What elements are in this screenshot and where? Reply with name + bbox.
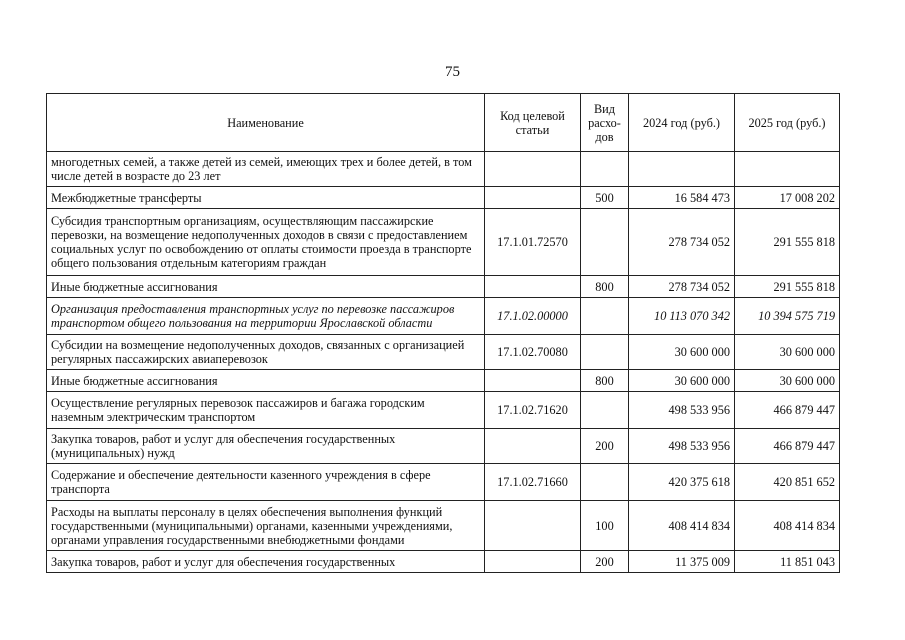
cell-2025: 30 600 000 xyxy=(735,370,840,392)
cell-2024: 278 734 052 xyxy=(629,276,735,298)
cell-2024 xyxy=(629,152,735,187)
cell-2024: 278 734 052 xyxy=(629,209,735,276)
cell-kind xyxy=(581,464,629,501)
cell-2025: 30 600 000 xyxy=(735,335,840,370)
cell-name: Закупка товаров, работ и услуг для обеспечения государственных xyxy=(47,551,485,573)
table-row xyxy=(47,276,840,298)
cell-code: 17.1.02.70080 xyxy=(485,335,581,370)
table-row xyxy=(47,392,840,429)
header-2025: 2025 год (руб.) xyxy=(735,94,840,152)
cell-code: 17.1.02.71620 xyxy=(485,392,581,429)
cell-code xyxy=(485,551,581,573)
cell-2024: 408 414 834 xyxy=(629,501,735,551)
header-name: Наименование xyxy=(47,94,485,152)
cell-kind: 200 xyxy=(581,429,629,464)
header-2024: 2024 год (руб.) xyxy=(629,94,735,152)
cell-2025 xyxy=(735,152,840,187)
table-row xyxy=(47,551,840,573)
cell-code xyxy=(485,187,581,209)
cell-2025: 10 394 575 719 xyxy=(735,298,840,335)
table-row-program xyxy=(47,298,840,335)
cell-name: многодетных семей, а также детей из семей, имеющих трех и более детей, в том числе детей в возрасте до 23 лет xyxy=(47,152,485,187)
cell-2025: 11 851 043 xyxy=(735,551,840,573)
cell-kind: 800 xyxy=(581,276,629,298)
cell-kind xyxy=(581,392,629,429)
table-row xyxy=(47,429,840,464)
cell-2024: 420 375 618 xyxy=(629,464,735,501)
cell-name: Субсидии на возмещение недополученных доходов, связанных с организацией регулярных пассажирских авиаперевозок xyxy=(47,335,485,370)
cell-kind xyxy=(581,209,629,276)
cell-name: Иные бюджетные ассигнования xyxy=(47,370,485,392)
cell-code xyxy=(485,370,581,392)
cell-2024: 10 113 070 342 xyxy=(629,298,735,335)
cell-name: Содержание и обеспечение деятельности казенного учреждения в сфере транспорта xyxy=(47,464,485,501)
budget-table xyxy=(46,93,840,573)
cell-2025: 466 879 447 xyxy=(735,392,840,429)
cell-name: Закупка товаров, работ и услуг для обеспечения государственных (муниципальных) нужд xyxy=(47,429,485,464)
cell-name: Расходы на выплаты персоналу в целях обеспечения выполнения функций государственными (муниципальными) органами, казенными учреждениями, органами управления государственными внебюджетными фондами xyxy=(47,501,485,551)
cell-code xyxy=(485,276,581,298)
header-kind: Вид расхо-дов xyxy=(581,94,629,152)
cell-2024: 498 533 956 xyxy=(629,392,735,429)
table-row xyxy=(47,464,840,501)
cell-kind: 500 xyxy=(581,187,629,209)
cell-name: Осуществление регулярных перевозок пассажиров и багажа городским наземным электрическим транспортом xyxy=(47,392,485,429)
table-row xyxy=(47,152,840,187)
cell-code xyxy=(485,429,581,464)
cell-code: 17.1.02.71660 xyxy=(485,464,581,501)
cell-2024: 498 533 956 xyxy=(629,429,735,464)
cell-name: Субсидия транспортным организациям, осуществляющим пассажирские перевозки, на возмещение недополученных доходов в связи с предоставлением социальных услуг по освобождению от оплаты стоимости проезда в транспорте общего пользования отдельным категориям граждан xyxy=(47,209,485,276)
cell-code xyxy=(485,152,581,187)
cell-2024: 30 600 000 xyxy=(629,370,735,392)
cell-code: 17.1.01.72570 xyxy=(485,209,581,276)
cell-code xyxy=(485,501,581,551)
cell-2024: 11 375 009 xyxy=(629,551,735,573)
cell-2025: 466 879 447 xyxy=(735,429,840,464)
cell-kind: 800 xyxy=(581,370,629,392)
cell-2025: 291 555 818 xyxy=(735,276,840,298)
cell-2024: 30 600 000 xyxy=(629,335,735,370)
cell-name: Иные бюджетные ассигнования xyxy=(47,276,485,298)
cell-code: 17.1.02.00000 xyxy=(485,298,581,335)
page-number: 75 xyxy=(445,64,460,80)
header-code: Код целевой статьи xyxy=(485,94,581,152)
table-row xyxy=(47,187,840,209)
table-row xyxy=(47,335,840,370)
cell-2025: 408 414 834 xyxy=(735,501,840,551)
cell-name: Межбюджетные трансферты xyxy=(47,187,485,209)
table-header-row xyxy=(47,94,840,152)
cell-2025: 420 851 652 xyxy=(735,464,840,501)
cell-kind xyxy=(581,335,629,370)
cell-kind xyxy=(581,152,629,187)
table-row xyxy=(47,209,840,276)
cell-kind: 200 xyxy=(581,551,629,573)
cell-kind xyxy=(581,298,629,335)
cell-2025: 17 008 202 xyxy=(735,187,840,209)
cell-2024: 16 584 473 xyxy=(629,187,735,209)
table-row xyxy=(47,501,840,551)
cell-name: Организация предоставления транспортных услуг по перевозке пассажиров транспортом общего пользования на территории Ярославской области xyxy=(47,298,485,335)
table-row xyxy=(47,370,840,392)
cell-kind: 100 xyxy=(581,501,629,551)
cell-2025: 291 555 818 xyxy=(735,209,840,276)
